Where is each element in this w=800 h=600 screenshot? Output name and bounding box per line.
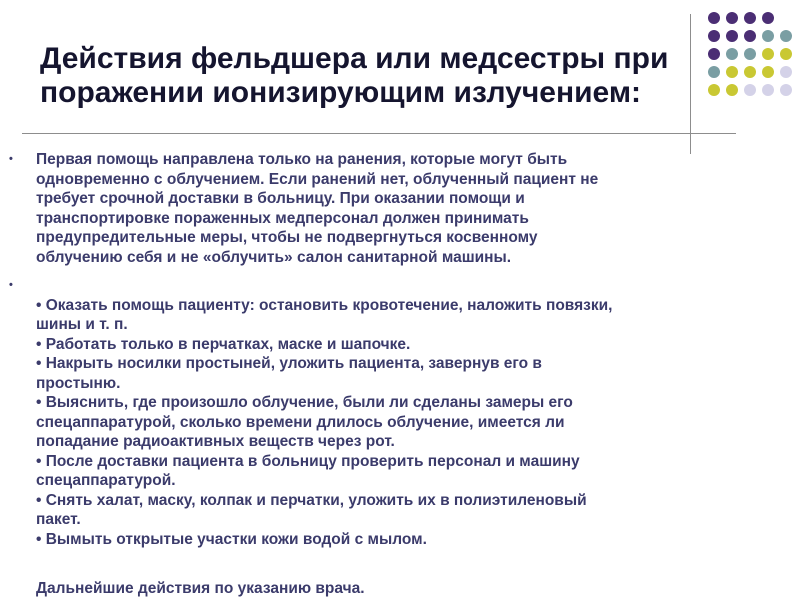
decorative-dot	[708, 48, 720, 60]
decorative-dot	[708, 66, 720, 78]
decorative-dot	[762, 30, 774, 42]
text-line: Первая помощь направлена только на ранения, которые могут быть	[36, 151, 568, 168]
action-item-line: простыню.	[36, 374, 121, 392]
decorative-dot	[708, 84, 720, 96]
decorative-dot	[762, 66, 774, 78]
decorative-dot	[744, 66, 756, 78]
action-item-line: пакет.	[36, 511, 81, 528]
decorative-dot	[726, 66, 738, 78]
paragraph-actions-list	[0, 276, 790, 549]
decorative-dot	[726, 30, 738, 42]
action-item-line: • После доставки пациента в больницу проверить персонал и машину	[36, 452, 580, 470]
action-item-line: спецаппаратурой, сколько времени длилось облучение, имеется ли	[36, 413, 565, 431]
decorative-dot	[780, 48, 792, 60]
slide-body	[0, 150, 790, 599]
paragraph-final	[0, 579, 790, 599]
horizontal-divider	[22, 133, 736, 134]
decorative-dot	[762, 84, 774, 96]
decorative-dot	[780, 66, 792, 78]
decorative-dot	[762, 12, 774, 24]
action-item-line: • Оказать помощь пациенту: остановить кровотечение, наложить повязки,	[36, 296, 613, 314]
decorative-dot	[762, 48, 774, 60]
decorative-dot	[744, 48, 756, 60]
text-line: одновременно с облучением. Если ранений нет, облученный пациент не	[36, 170, 599, 188]
slide-title-line-2: поражении ионизирующим излучением:	[40, 76, 641, 109]
text-line: транспортировке пораженных медперсонал должен принимать	[36, 209, 529, 227]
action-item-line: шины и т. п.	[36, 316, 128, 333]
decorative-dot	[726, 12, 738, 24]
decorative-dot	[780, 30, 792, 42]
action-item-line: • Выяснить, где произошло облучение, были ли сделаны замеры его	[36, 394, 573, 411]
bullet-marker: •	[9, 153, 13, 165]
action-item-line: • Работать только в перчатках, маске и шапочке.	[36, 335, 411, 353]
action-item-line: • Снять халат, маску, колпак и перчатки, уложить их в полиэтиленовый	[36, 491, 587, 509]
action-item-line: попадание радиоактивных веществ через рот.	[36, 433, 395, 450]
bullet-marker: •	[9, 279, 13, 291]
decorative-dot	[726, 84, 738, 96]
action-item-line: • Накрыть носилки простыней, уложить пациента, завернув его в	[36, 355, 542, 372]
decorative-dot	[708, 30, 720, 42]
final-instruction: Дальнейшие действия по указанию врача.	[36, 580, 365, 597]
text-line: требует срочной доставки в больницу. При оказании помощи и	[36, 190, 525, 207]
decorative-dot	[780, 84, 792, 96]
action-item-line: • Вымыть открытые участки кожи водой с мылом.	[36, 530, 427, 548]
text-line: облучению себя и не «облучить» салон санитарной машины.	[36, 248, 512, 266]
action-item-line: спецаппаратурой.	[36, 472, 176, 489]
decorative-dot	[744, 30, 756, 42]
decorative-dot	[744, 12, 756, 24]
slide-title-line-1: Действия фельдшера или медсестры при	[40, 42, 669, 75]
slide-title	[40, 42, 680, 110]
paragraph-first-aid	[0, 150, 790, 267]
decorative-dot	[744, 84, 756, 96]
text-line: предупредительные меры, чтобы не подвергнуться косвенному	[36, 229, 538, 246]
decorative-dot	[708, 12, 720, 24]
decorative-dot	[726, 48, 738, 60]
